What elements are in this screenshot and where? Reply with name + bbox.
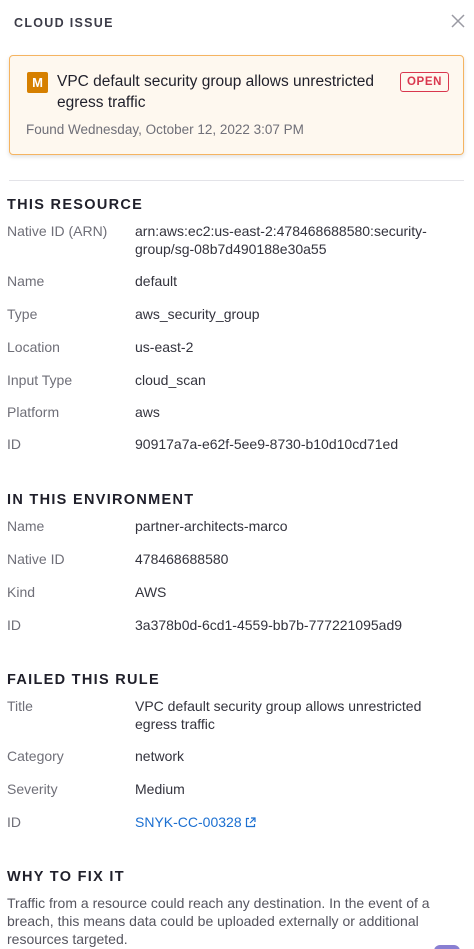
environment-label-id: ID [7,617,21,633]
rule-label-category: Category [7,748,64,764]
resource-value-input-type: cloud_scan [135,372,206,388]
environment-label-kind: Kind [7,584,36,600]
resource-value-name: default [135,273,178,289]
panel-title: CLOUD ISSUE [14,16,114,30]
scroll-handle[interactable] [434,945,460,949]
rule-id-link[interactable] [135,813,455,832]
issue-title: VPC default security group allows unrestricted egress traffic [57,73,375,111]
divider [9,180,464,181]
rule-label-id: ID [7,814,21,830]
section-title-why: WHY TO FIX IT [7,869,125,885]
section-title-environment: IN THIS ENVIRONMENT [7,492,195,508]
severity-badge: M [27,72,48,93]
environment-label-native-id: Native ID [7,551,65,567]
environment-value-name: partner-architects-marco [135,518,288,534]
rule-id-link-text[interactable]: SNYK-CC-00328 [135,814,242,830]
resource-label-name: Name [7,273,45,289]
rule-value-category: network [135,748,185,764]
resource-value-id: 90917a7a-e62f-5ee9-8730-b10d10cd71ed [135,436,399,452]
resource-value-arn: arn:aws:ec2:us-east-2:478468688580:security-group/sg-08b7d490188e30a55 [135,223,427,257]
external-link-icon[interactable] [245,814,256,832]
rule-label-severity: Severity [7,781,58,797]
section-title-resource: THIS RESOURCE [7,197,144,213]
resource-value-platform: aws [135,404,160,420]
environment-label-name: Name [7,518,45,534]
issue-summary-card [9,55,464,155]
status-badge: OPEN [400,72,449,92]
resource-label-platform: Platform [7,404,60,420]
rule-label-title: Title [7,698,33,714]
environment-value-id: 3a378b0d-6cd1-4559-bb7b-777221095ad9 [135,617,403,633]
section-title-rule: FAILED THIS RULE [7,672,160,688]
why-description: Traffic from a resource could reach any destination. In the event of a breach, this means data could be uploaded externally or additional resources targeted. [7,895,430,947]
panel-header [0,0,474,46]
resource-label-id: ID [7,436,21,452]
resource-value-location: us-east-2 [135,339,194,355]
rule-value-severity: Medium [135,781,185,797]
close-icon[interactable] [449,12,467,30]
rule-value-title: VPC default security group allows unrestricted egress traffic [135,698,422,732]
resource-label-input-type: Input Type [7,372,73,388]
environment-value-kind: AWS [135,584,167,600]
environment-value-native-id: 478468688580 [135,551,229,567]
resource-label-location: Location [7,339,60,355]
resource-label-arn: Native ID (ARN) [7,223,108,239]
resource-label-type: Type [7,306,38,322]
resource-value-type: aws_security_group [135,306,260,322]
found-timestamp: Found Wednesday, October 12, 2022 3:07 PM [26,122,304,137]
